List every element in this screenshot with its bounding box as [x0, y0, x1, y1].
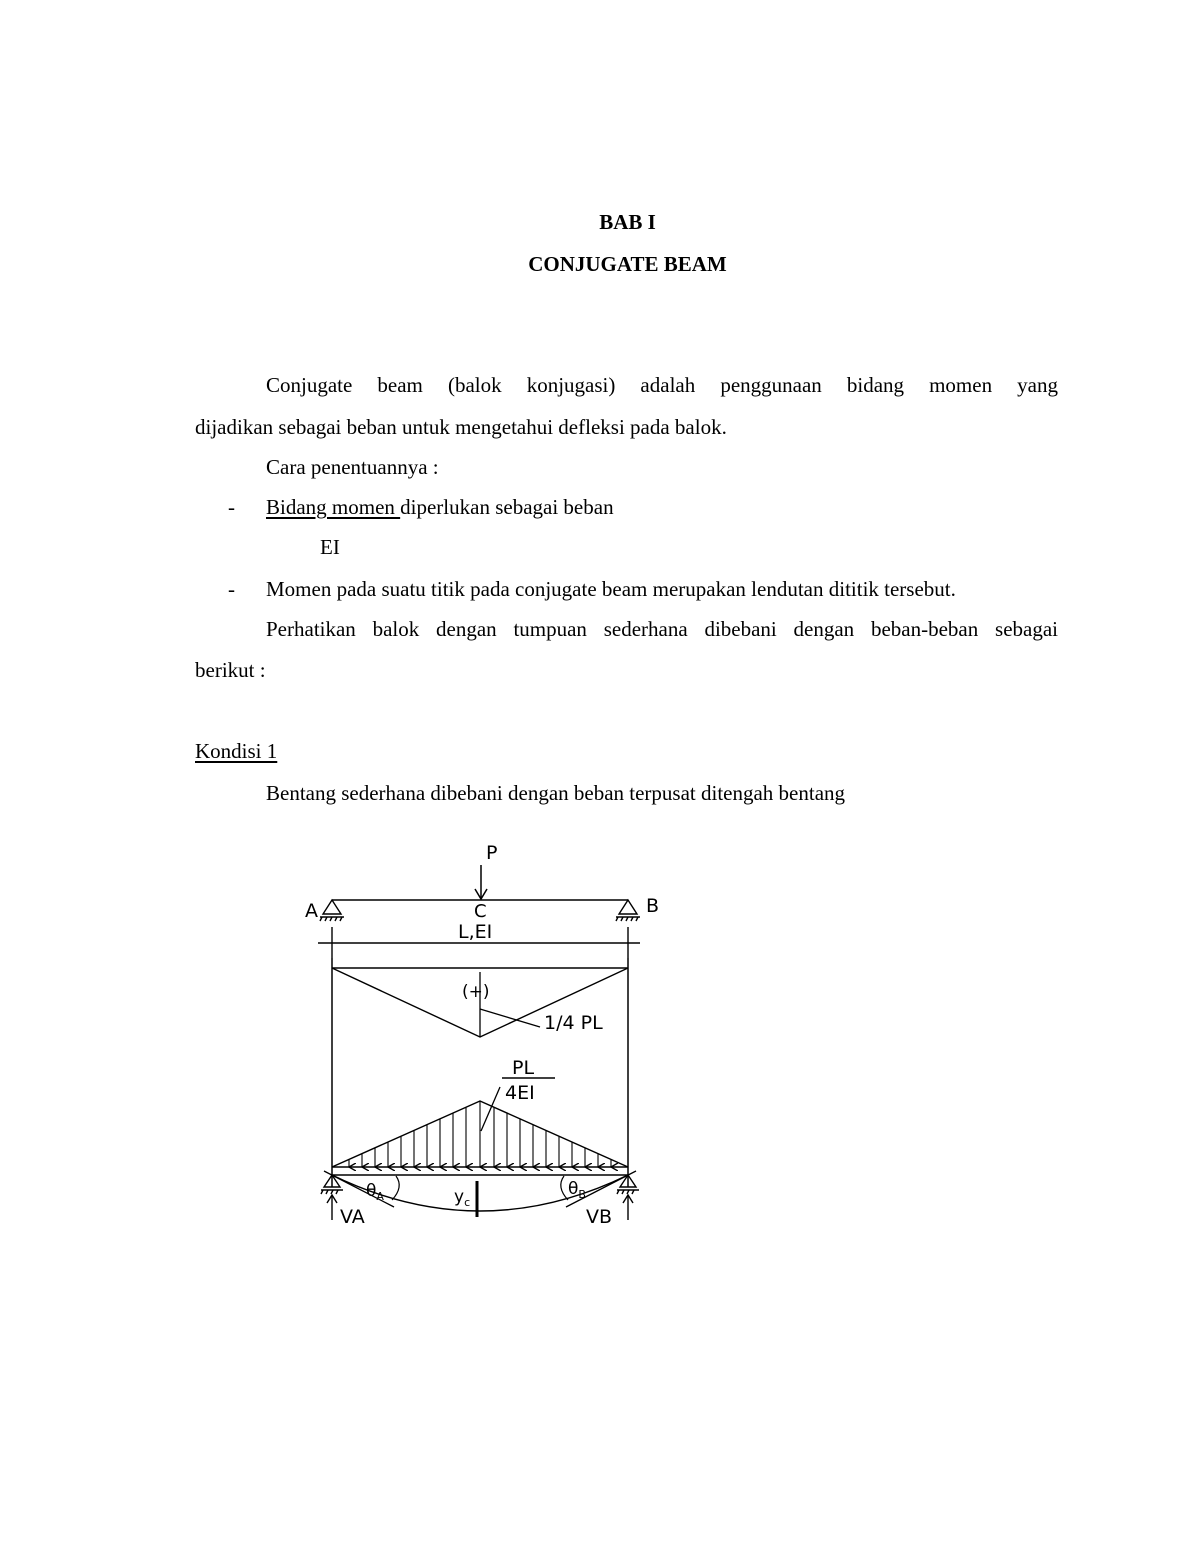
note-line-1: Perhatikan balok dengan tumpuan sederhana dibebani dengan beban-beban sebagai	[266, 617, 1058, 641]
moment-leader	[480, 1009, 540, 1027]
bullet-1-underlined: Bidang momen	[266, 495, 401, 519]
theta-a-arc	[392, 1176, 399, 1200]
intro-line-2: dijadikan sebagai beban untuk mengetahui defleksi pada balok.	[195, 415, 727, 439]
chapter-heading: BAB I	[599, 210, 656, 234]
load-numerator: PL	[512, 1057, 535, 1079]
theta-b-arc	[561, 1176, 568, 1200]
load-denominator: 4EI	[505, 1082, 535, 1104]
support-b-label: B	[646, 895, 660, 917]
condition-label: Kondisi 1	[195, 739, 278, 763]
note-line-2: berikut :	[195, 658, 266, 682]
bullet-1-denominator: EI	[320, 535, 340, 559]
bullet-dash-1: -	[228, 495, 235, 519]
bullet-2: Momen pada suatu titik pada conjugate beam merupakan lendutan dititik tersebut.	[266, 577, 956, 601]
reaction-va-label: VA	[340, 1206, 365, 1228]
moment-sign: (+)	[462, 982, 490, 1002]
conjugate-load-arrows	[349, 1101, 611, 1167]
theta-a-label: $\theta_A$	[366, 1181, 384, 1203]
support-b-icon	[616, 900, 640, 921]
deflection-label: $y_c$	[454, 1187, 471, 1209]
bullet-dash-2: -	[228, 577, 235, 601]
bullet-1	[266, 495, 1058, 520]
moment-value-label: 1/4 PL	[544, 1012, 603, 1034]
theta-b-label: $\theta_B$	[568, 1179, 586, 1201]
chapter-title: CONJUGATE BEAM	[528, 252, 727, 276]
method-label: Cara penentuannya :	[266, 455, 439, 479]
conjugate-beam-figure	[300, 835, 680, 1235]
intro-line-1: Conjugate beam (balok konjugasi) adalah penggunaan bidang momen yang	[266, 373, 1058, 397]
support-a-label: A	[305, 900, 318, 922]
reaction-vb-label: VB	[586, 1206, 613, 1228]
beam-props-label: L,EI	[458, 921, 493, 943]
bullet-1-rest: diperlukan sebagai beban	[400, 495, 614, 519]
midpoint-label: C	[474, 901, 487, 922]
support-a-icon	[320, 900, 344, 921]
load-label: P	[486, 842, 498, 864]
condition-description: Bentang sederhana dibebani dengan beban terpusat ditengah bentang	[266, 781, 846, 805]
